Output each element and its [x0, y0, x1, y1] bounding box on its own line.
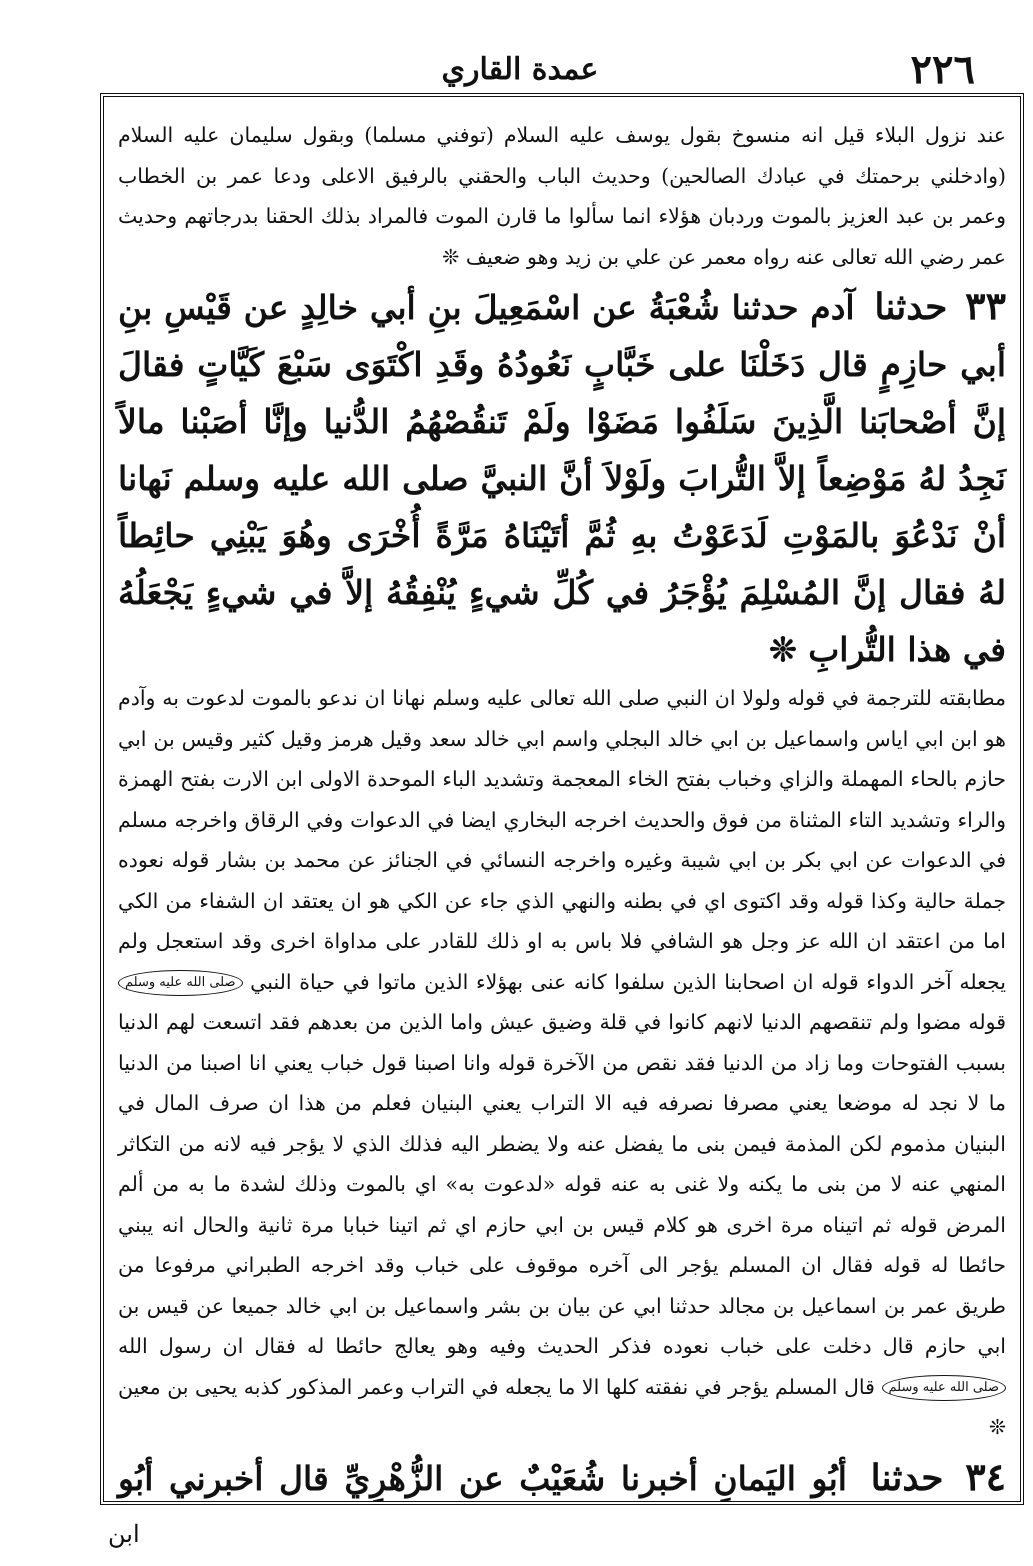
hadith-33: [118, 277, 1006, 678]
commentary-text: عند نزول البلاء قيل انه منسوخ بقول يوسف عليه السلام (توفني مسلما) وبقول سليمان عليه السلام (وادخلني برحمتك في عبادك الصالحين) وحديث الباب والحقني بالرفيق الاعلى ودعا عمر بن الخطاب وعمر بن عبد العزيز بالموت وردبان هؤلاء انما سألوا ما قارن الموت فالمراد بذلك الحقنا بدرجاتهم وحديث عمر رضي الله تعالى عنه رواه معمر عن علي بن زيد وهو ضعيف ❊: [118, 123, 1006, 269]
hadith-34: [118, 1448, 1006, 1506]
catchword: ابن: [108, 1520, 140, 1548]
commentary-block-1: [118, 115, 1006, 277]
salutation-seal: صلى الله عليه وسلم: [118, 970, 243, 996]
hadith-rubric: حدثنا: [870, 1456, 944, 1499]
commentary-text: مطابقته للترجمة في قوله ولولا ان النبي صلى الله تعالى عليه وسلم نهانا ان ندعو بالموت لدعوت به وآدم هو ابن ابي اياس واسماعيل بن ابي خالد البجلي واسم ابي خالد سعد وقيل هرمز وقيل كثير وقيس بن ابي حازم بالحاء المهملة والزاي وخباب بفتح الخاء المعجمة وتشديد الباء الموحدة الاولى ابن الارت بفتح الهمزة والراء وتشديد التاء المثناة من فوق والحديث اخرجه البخاري ايضا في الدعوات وفي الرقاق واخرجه مسلم في الدعوات عن ابي بكر بن ابي شيبة وغيره واخرجه النسائي في الجنائز عن محمد بن بشار قوله نعوده جملة حالية وكذا قوله وقد اكتوى اي في بطنه والنهي الذي جاء عن الكي هو ان يعتقد ان الشفاء من الكي اما من اعتقد ان الله عز وجل هو الشافي فلا باس به او ذلك للقادر على مداواة اخرى وقد استعجل ولم يجعله آخر الدواء قوله ان اصحابنا الذين سلفوا كانه عنى بهؤلاء الذين ماتوا في حياة النبي صلى الله عليه وسلم قوله مضوا ولم تنقصهم الدنيا لانهم كانوا في قلة وضيق عيش واما الذين من بعدهم فقد اتسعت لهم الدنيا بسبب الفتوحات وما زاد من الدنيا فقد نقص من الآخرة قوله وانا اصبنا قول خباب يعني انا اصبنا من الدنيا ما لا نجد له موضعا يعني مصرفا نصرفه فيه الا التراب يعني البنيان فعلم من هذا ان صرف المال في البنيان مذموم لكن المذمة فيمن بنى ما يفضل عنه ولا يضطر اليه فذلك الذي لا يؤجر فيه لانه من التكاثر المنهي عنه لا من بنى ما يكنه ولا غنى به عنه قوله «لدعوت به» اي بالموت وذلك لشدة ما به من ألم المرض قوله ثم اتيناه مرة اخرى هو كلام قيس بن ابي حازم اي ثم اتينا خبابا مرة ثانية والحال انه يبني حائطا له قوله فقال ان المسلم يؤجر الى آخره موقوف على خباب وقد اخرجه الطبراني مرفوعا من طريق عمر بن اسماعيل بن مجالد حدثنا ابي عن بيان بن بشر واسماعيل بن ابي خالد جميعا عن قيس بن ابي حازم قال دخلت على خباب نعوده فذكر الحديث وفيه وهو يعالج حائطا له فقال ان رسول الله صلى الله عليه وسلم قال المسلم يؤجر في نفقته كلها الا ما يجعله في التراب وعمر المذكور كذبه يحيى بن معين ❊: [118, 686, 1006, 1439]
hadith-rubric: حدثنا: [874, 286, 948, 328]
salutation-seal: صلى الله عليه وسلم: [882, 1375, 1007, 1401]
hadith-number: ٣٤: [965, 1453, 1007, 1499]
page-header: [0, 0, 1033, 92]
commentary-block-2: [118, 678, 1006, 1448]
running-title: عمدة القاري: [441, 52, 599, 87]
page-number: ٢٢٦: [910, 46, 975, 93]
text-frame: [100, 93, 1024, 1505]
hadith-text: آدم حدثنا شُعْبَةُ عن اسْمَعِيلَ بنِ أبي خالِدٍ عن قَيْسِ بنِ أبي حازِمٍ قال دَخَلْنَا على خَبَّابٍ نَعُودُهُ وقَدِ اكْتَوَى سَبْعَ كَيَّاتٍ فقالَ إنَّ أصْحابَنا الَّذِينَ سَلَفُوا مَضَوْا ولَمْ تَنقُصْهُمُ الدُّنيا وإنَّا أصَبْنا مالاً نَجِدُ لهُ مَوْضِعاً إلاَّ التُّرابَ ولَوْلاَ أنَّ النبيَّ صلى الله عليه وسلم نَهانا أنْ نَدْعُوَ بالمَوْتِ لَدَعَوْتُ بهِ ثُمَّ أتَيْنَاهُ مَرَّةً أُخْرَى وهُوَ يَبْنِي حائِطاً لهُ فقال إنَّ المُسْلِمَ يُؤْجَرُ في كُلِّ شيءٍ يُنْفِقُهُ إلاَّ في شيءٍ يَجْعَلُهُ في هذا التُّرابِ ❊: [118, 288, 1006, 669]
hadith-text: أبُو اليَمانِ أخبرنا شُعَيْبٌ عن الزُّهْرِيِّ قال أخبرني أبُو: [118, 1458, 847, 1498]
hadith-number: ٣٣: [965, 283, 1006, 328]
